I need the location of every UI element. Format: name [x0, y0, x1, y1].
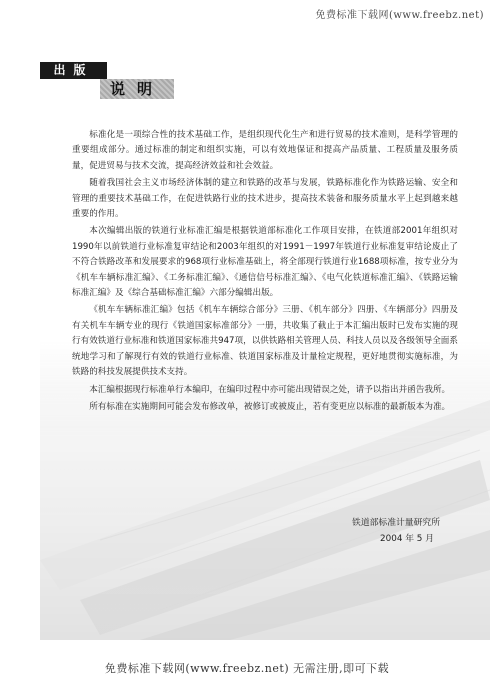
paragraph-1: 标准化是一项综合性的技术基础工作，是组织现代化生产和进行贸易的技术准则，是科学管理的重要组成部分。通过标准的制定和组织实施，可以有效地保证和提高产品质量、工程质量及服务质量，促进贸易与技术交流，提高经济效益和社会效益。: [72, 130, 458, 171]
watermark-bottom: 免费标准下载网(www.freebz.net) 无需注册,即可下载: [104, 662, 390, 675]
watermark-top: 免费标准下载网(www.freebz.net): [315, 10, 484, 21]
signature-org: 铁道部标准计量研究所: [352, 518, 440, 528]
paragraph-6: 所有标准在实施期间可能会发布修改单，被修订或被废止，若有变更应以标准的最新版本为准。: [89, 401, 451, 412]
body-text: [72, 128, 458, 417]
paragraph-3: 本次编辑出版的铁道行业标准汇编是根据铁道部标准化工作项目安排，在铁道部2001年组织对1990年以前铁道行业标准复审结论和2003年组织的对1991－1997年铁道行业标准复审结论废止了不符合铁路改革和发展要求的968项行业标准基础上，将全部现行铁道行业1688项标准，按专业分为《机车车辆标准汇编》、《工务标准汇编》、《通信信号标准汇编》、《电气化铁道标准汇编》、《铁路运输标准汇编》及《综合基础标准汇编》六部分编辑出版。: [72, 226, 458, 299]
header-left-label: 出版: [40, 62, 107, 79]
header-right-label: 说明: [100, 79, 174, 99]
signature-date: 2004 年 5 月: [380, 534, 434, 544]
paragraph-5: 本汇编根据现行标准单行本编印，在编印过程中亦可能出现错误之处，请予以指出并函告我所。: [89, 384, 451, 395]
paragraph-2: 随着我国社会主义市场经济体制的建立和铁路的改革与发展，铁路标准化作为铁路运输、安全和管理的重要技术基础工作，在促进铁路行业的技术进步，提高技术装备和服务质量水平上起到越来越重要的作用。: [72, 178, 458, 220]
paragraph-4: 《机车车辆标准汇编》包括《机车车辆综合部分》三册、《机车部分》四册、《车辆部分》四册及有关机车车辆专业的现行《铁道国家标准部分》一册，共收集了截止于本汇编出版时已发布实施的现行有效铁道行业标准和铁道国家标准共947项，以供铁路相关管理人员、科技人员以及各级领导全面系统地学习和了解现行有效的铁道行业标准、铁道国家标准及计量检定规程，更好地贯彻实施标准，为铁路的科技发展提供技术支持。: [72, 305, 458, 378]
